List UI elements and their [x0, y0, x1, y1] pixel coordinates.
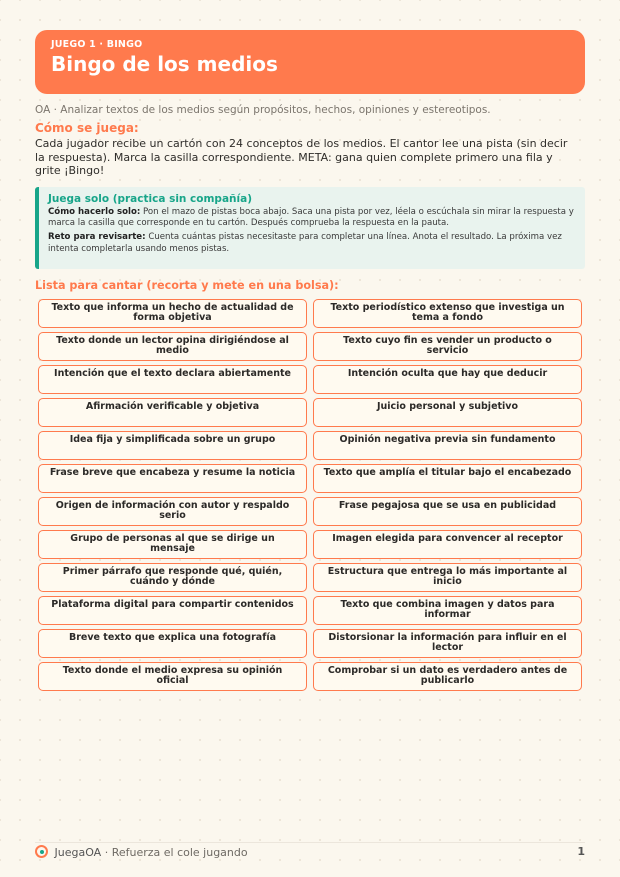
- call-list-grid: [38, 299, 585, 691]
- solo-challenge-text: Cuenta cuántas pistas necesitaste para completar una línea. Anota el resultado. La próxima vez intenta completarla usando menos pistas.: [48, 232, 562, 254]
- clue-card: Texto periodístico extenso que investiga un tema a fondo: [313, 299, 582, 328]
- footer-brand: JuegaOA: [54, 846, 102, 859]
- clue-card: Frase breve que encabeza y resume la noticia: [38, 464, 307, 493]
- clue-card: Opinión negativa previa sin fundamento: [313, 431, 582, 460]
- page-footer: [35, 842, 585, 861]
- clue-card: Estructura que entrega lo más importante al inicio: [313, 563, 582, 592]
- call-list-heading: Lista para cantar (recorta y mete en una bolsa):: [35, 278, 339, 292]
- clue-card: Texto donde un lector opina dirigiéndose al medio: [38, 332, 307, 361]
- clue-card: Juicio personal y subjetivo: [313, 398, 582, 427]
- page-title: Bingo de los medios: [51, 52, 278, 76]
- clue-card: Intención que el texto declara abiertamente: [38, 365, 307, 394]
- clue-card: Breve texto que explica una fotografía: [38, 629, 307, 658]
- how-to-play-heading: Cómo se juega:: [35, 121, 139, 135]
- solo-challenge-line: [48, 232, 575, 256]
- clue-card: Texto que informa un hecho de actualidad de forma objetiva: [38, 299, 307, 328]
- clue-card: Comprobar si un dato es verdadero antes de publicarlo: [313, 662, 582, 691]
- clue-card: Frase pegajosa que se usa en publicidad: [313, 497, 582, 526]
- clue-card: Afirmación verificable y objetiva: [38, 398, 307, 427]
- clue-card: Texto que combina imagen y datos para informar: [313, 596, 582, 625]
- how-to-play-text: Cada jugador recibe un cartón con 24 conceptos de los medios. El cantor lee una pista (sin decir la respuesta). Marca la casilla correspondiente. META: gana quien complete primero una fila y grite ¡Bingo!: [35, 137, 568, 177]
- solo-how-line: [48, 207, 575, 231]
- clue-card: Imagen elegida para convencer al receptor: [313, 530, 582, 559]
- solo-play-box: [35, 187, 585, 269]
- clue-card: Primer párrafo que responde qué, quién, cuándo y dónde: [38, 563, 307, 592]
- clue-card: Intención oculta que hay que deducir: [313, 365, 582, 394]
- footer-tagline: · Refuerza el cole jugando: [104, 846, 248, 859]
- solo-heading: Juega solo (practica sin compañía): [48, 192, 252, 205]
- page-number: 1: [577, 845, 585, 858]
- solo-challenge-label: Reto para revisarte:: [48, 232, 146, 243]
- clue-card: Idea fija y simplificada sobre un grupo: [38, 431, 307, 460]
- clue-card: Texto cuyo fin es vender un producto o servicio: [313, 332, 582, 361]
- target-icon: [35, 845, 48, 858]
- clue-card: Distorsionar la información para influir en el lector: [313, 629, 582, 658]
- clue-card: Texto donde el medio expresa su opinión oficial: [38, 662, 307, 691]
- clue-card: Grupo de personas al que se dirige un mensaje: [38, 530, 307, 559]
- clue-card: Origen de información con autor y respaldo serio: [38, 497, 307, 526]
- clue-card: Texto que amplía el titular bajo el encabezado: [313, 464, 582, 493]
- solo-how-label: Cómo hacerlo solo:: [48, 206, 141, 217]
- clue-card: Plataforma digital para compartir contenidos: [38, 596, 307, 625]
- title-banner: [35, 30, 585, 94]
- solo-how-text: Pon el mazo de pistas boca abajo. Saca una pista por vez, léela o escúchala sin mirar la respuesta y marca la casilla que corresponde en tu cartón. Después comprueba la respuesta en la pauta.: [48, 206, 574, 229]
- worksheet-page: [35, 30, 585, 691]
- game-eyebrow: JUEGO 1 · BINGO: [51, 39, 143, 50]
- learning-objective: OA · Analizar textos de los medios según propósitos, hechos, opiniones y estereotipos.: [35, 104, 491, 116]
